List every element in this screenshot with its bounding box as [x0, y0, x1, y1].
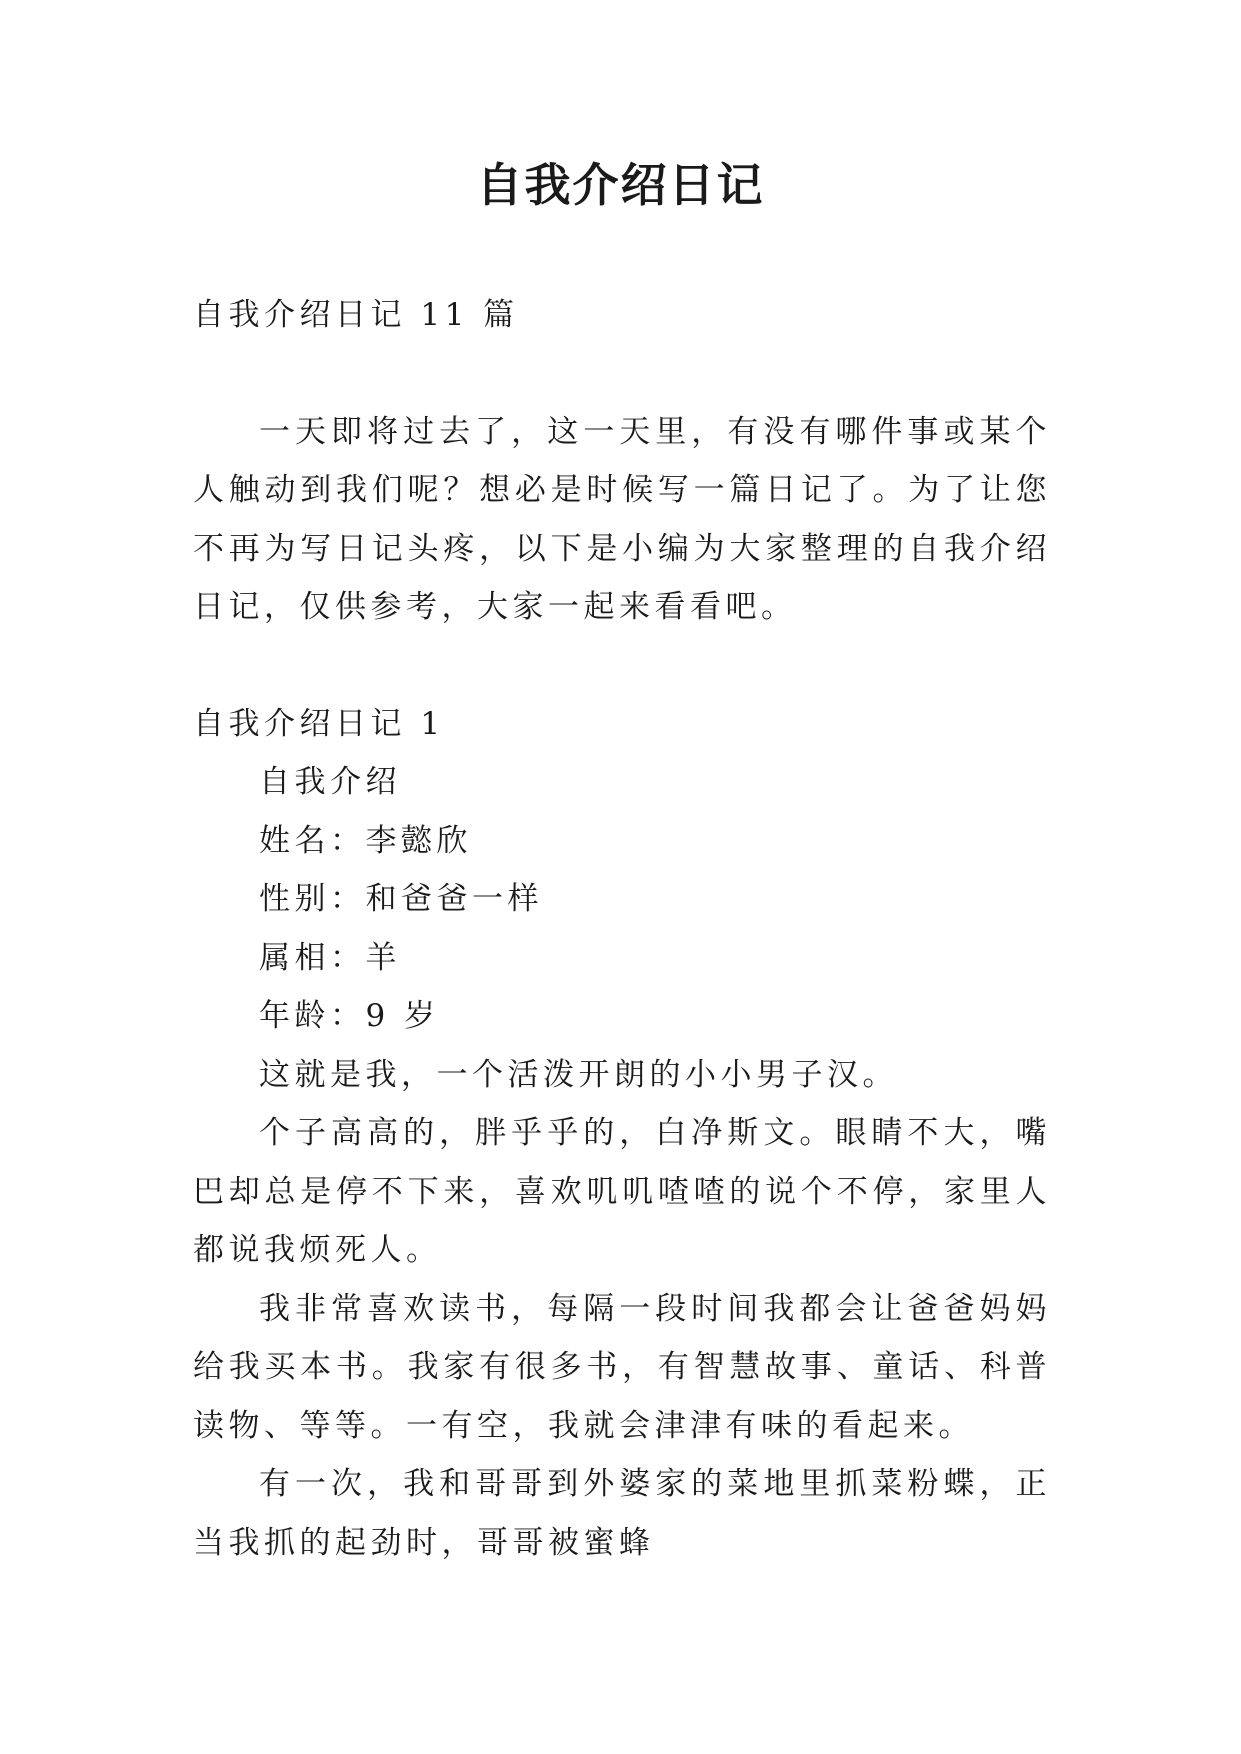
body-paragraph: 这就是我，一个活泼开朗的小小男子汉。 [259, 1056, 898, 1093]
body-paragraph: 个子高高的，胖乎乎的，白净斯文。眼睛不大，嘴巴却总是停不下来，喜欢叽叽喳喳的说个不停，家里人都说我烦死人。 [193, 1115, 1051, 1268]
body-paragraph: 我非常喜欢读书，每隔一段时间我都会让爸爸妈妈给我买本书。我家有很多书，有智慧故事、童话、科普读物、等等。一有空，我就会津津有味的看起来。 [193, 1290, 1051, 1444]
section-label: 自我介绍 [259, 764, 401, 800]
age-line: 年龄：9 岁 [259, 998, 440, 1034]
page-title: 自我介绍日记 [476, 158, 765, 212]
gender-line: 性别：和爸爸一样 [259, 881, 543, 917]
document-body [193, 286, 1051, 1572]
section-heading: 自我介绍日记 1 [193, 705, 445, 742]
document-subtitle: 自我介绍日记 11 篇 [193, 297, 519, 333]
body-paragraph: 有一次，我和哥哥到外婆家的菜地里抓菜粉蝶，正当我抓的起劲时，哥哥被蜜蜂 [193, 1466, 1051, 1561]
name-line: 姓名：李懿欣 [259, 822, 472, 859]
intro-paragraph: 一天即将过去了，这一天里，有没有哪件事或某个人触动到我们呢？想必是时候写一篇日记了。为了让您不再为写日记头疼，以下是小编为大家整理的自我介绍日记，仅供参考，大家一起来看看吧。 [193, 413, 1051, 625]
zodiac-line: 属相：羊 [259, 939, 401, 976]
